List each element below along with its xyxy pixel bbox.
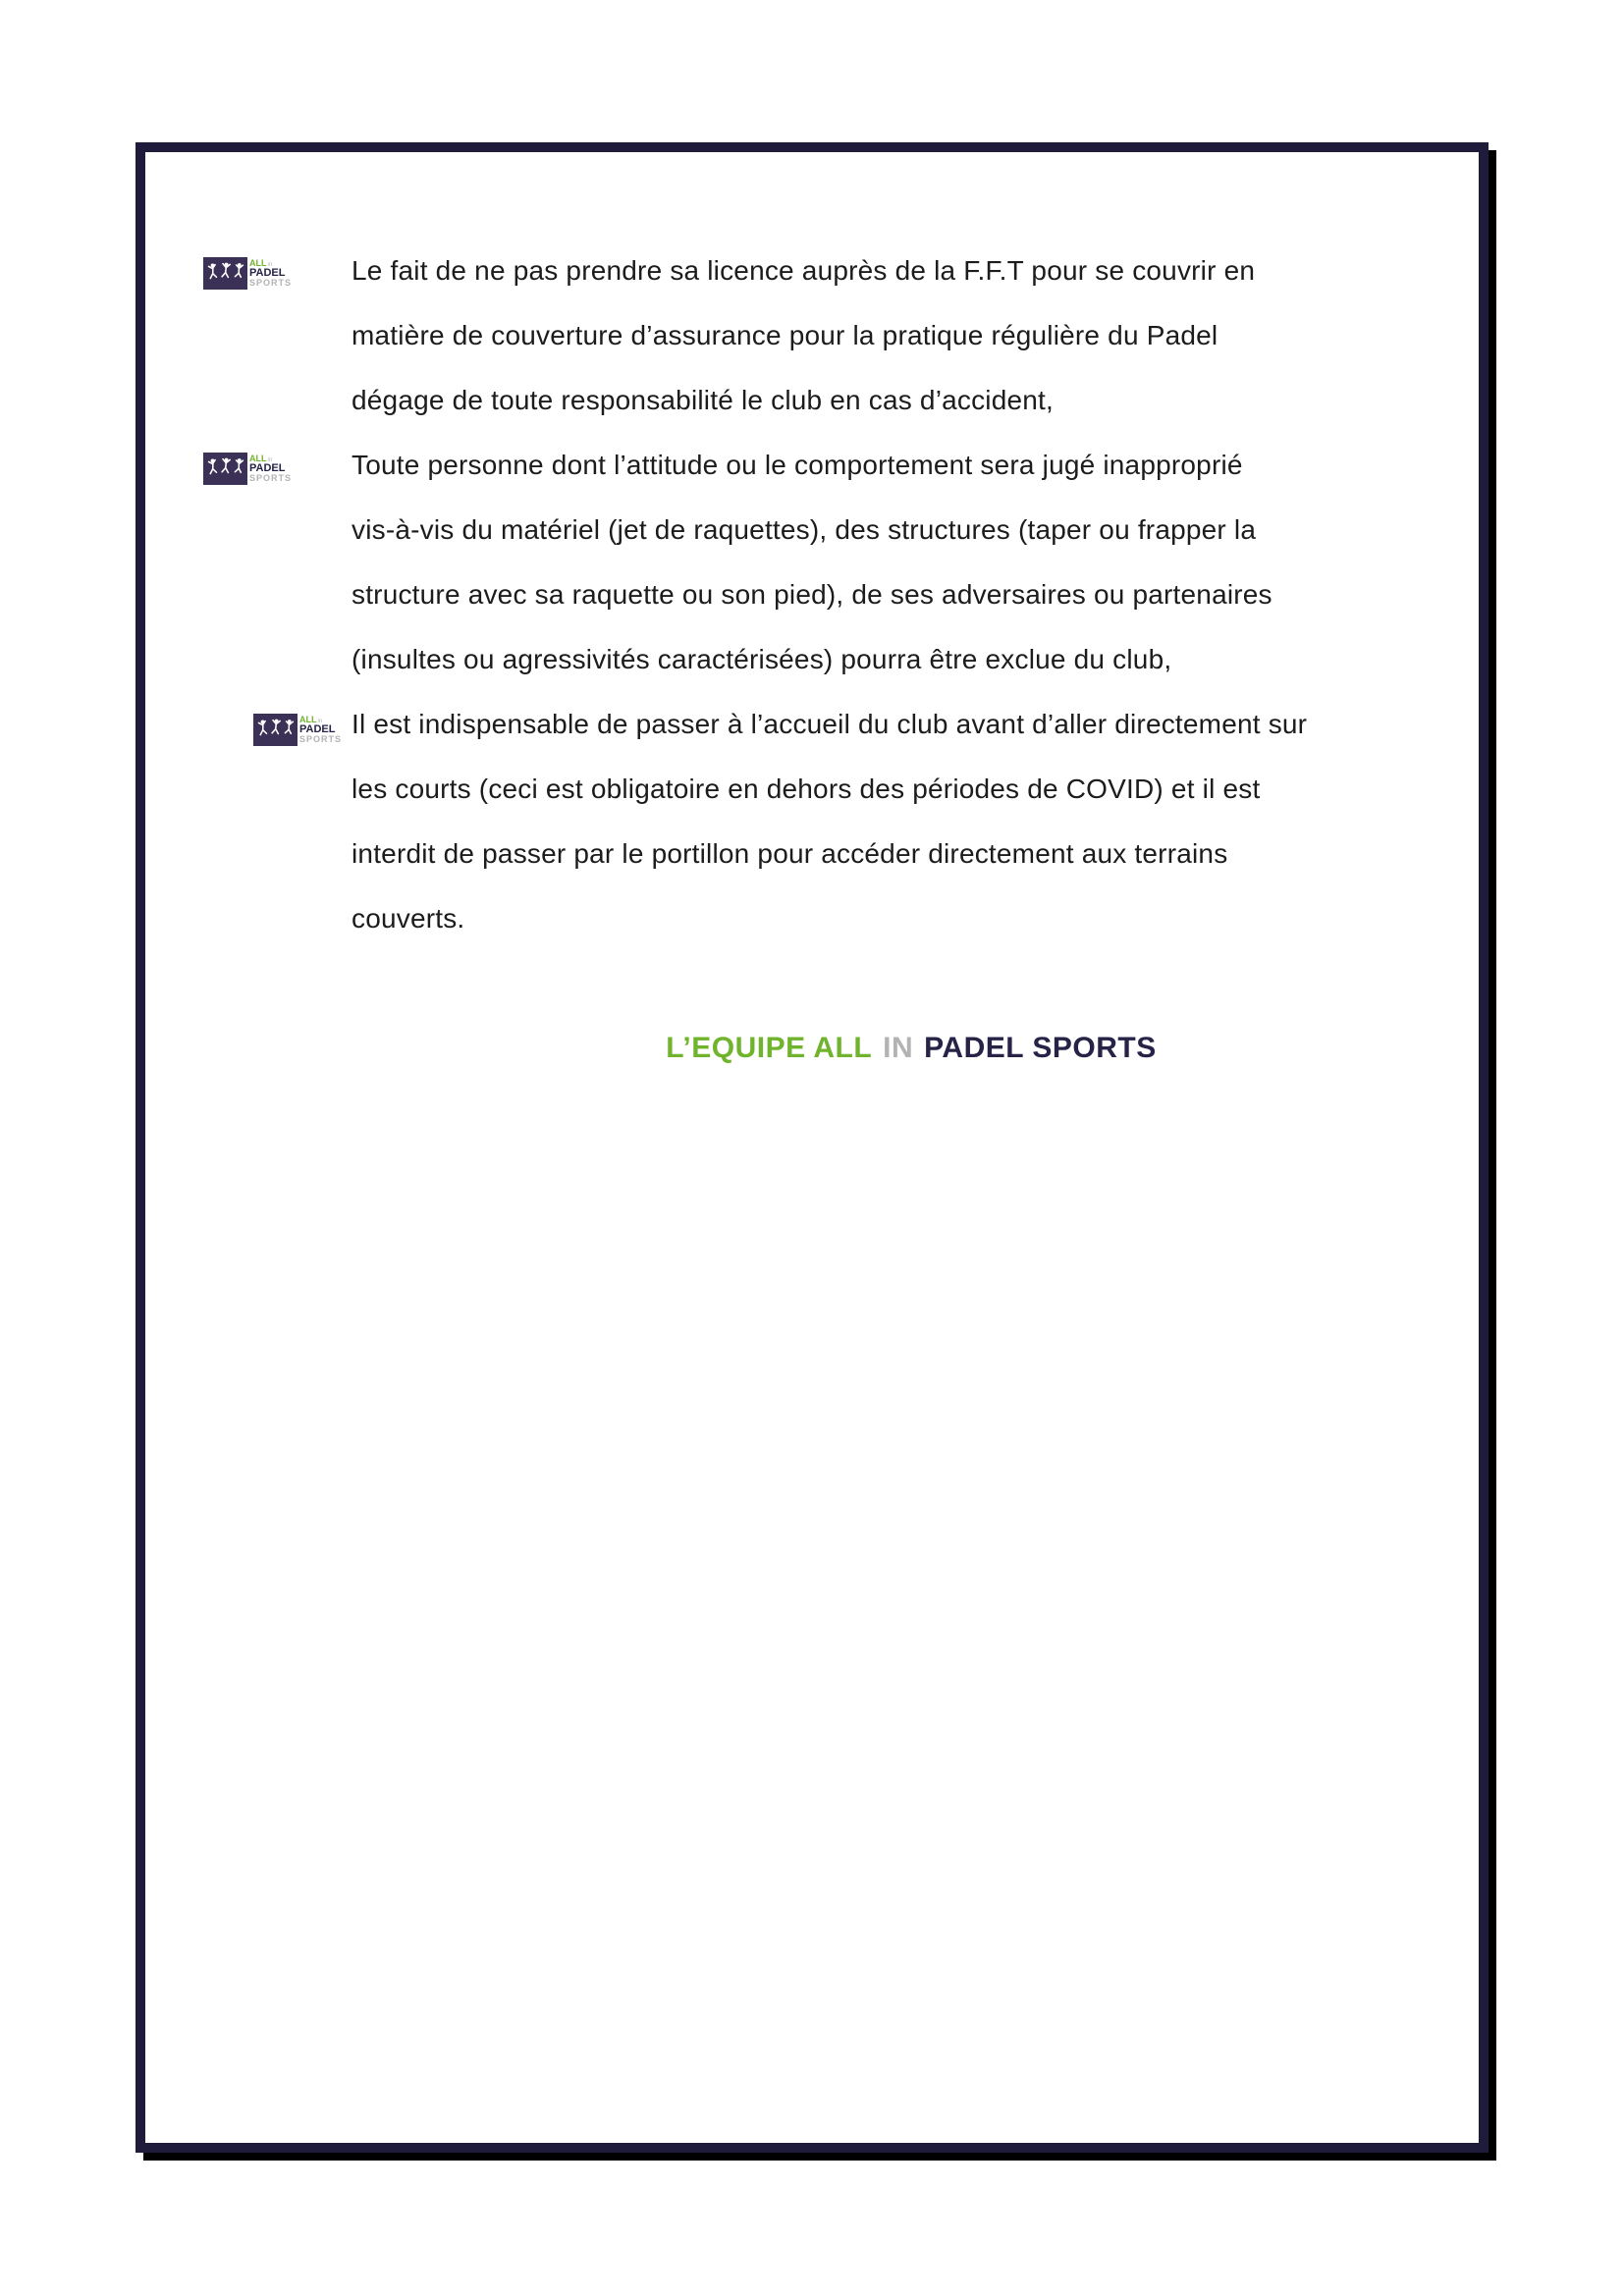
body-line: matière de couverture d’assurance pour la pratique régulière du Padel: [352, 320, 1218, 350]
logo-sports-label: SPORTS: [299, 734, 343, 744]
body-line: dégage de toute responsabilité le club en cas d’accident,: [352, 385, 1054, 415]
logo-padel-label: PADEL: [249, 462, 286, 474]
body-line: Toute personne dont l’attitude ou le comportement sera jugé inapproprié: [352, 450, 1243, 480]
logo-all-label: ALL: [299, 715, 317, 724]
logo-sports-label: SPORTS: [249, 473, 293, 483]
body-line: les courts (ceci est obligatoire en dehors des périodes de COVID) et il est: [352, 774, 1261, 804]
closing-padel-sports-label: PADEL SPORTS: [924, 1032, 1157, 1064]
logo-wordmark: [298, 714, 342, 746]
body-text: [352, 239, 1481, 951]
closing-equipe-label: L’EQUIPE ALL: [666, 1032, 873, 1064]
all-in-padel-sports-logo: [253, 714, 342, 746]
closing-signature: [352, 1027, 1471, 1070]
logo-in-label: in: [267, 457, 273, 463]
logo-padel-label: PADEL: [249, 267, 286, 279]
logo-in-label: in: [267, 262, 273, 268]
body-line: Il est indispensable de passer à l’accueil du club avant d’aller directement sur: [352, 709, 1308, 739]
players-icon: [203, 257, 247, 290]
body-line: (insultes ou agressivités caractérisées) pourra être exclue du club,: [352, 644, 1172, 674]
players-icon: [253, 714, 298, 746]
body-line: couverts.: [352, 903, 465, 934]
logo-padel-label: PADEL: [299, 723, 336, 735]
body-line: interdit de passer par le portillon pour accéder directement aux terrains: [352, 838, 1228, 869]
all-in-padel-sports-logo: [203, 257, 292, 290]
body-line: structure avec sa raquette ou son pied), de ses adversaires ou partenaires: [352, 579, 1272, 610]
logo-all-label: ALL: [249, 454, 267, 463]
closing-in-label: IN: [883, 1032, 914, 1064]
logo-sports-label: SPORTS: [249, 278, 293, 288]
all-in-padel-sports-logo: [203, 453, 292, 485]
logo-wordmark: [247, 453, 292, 485]
body-line: vis-à-vis du matériel (jet de raquettes), des structures (taper ou frapper la: [352, 514, 1257, 545]
logo-all-label: ALL: [249, 258, 267, 268]
logo-wordmark: [247, 257, 292, 290]
logo-in-label: in: [317, 719, 323, 724]
body-line: Le fait de ne pas prendre sa licence auprès de la F.F.T pour se couvrir en: [352, 255, 1256, 286]
players-icon: [203, 453, 247, 485]
